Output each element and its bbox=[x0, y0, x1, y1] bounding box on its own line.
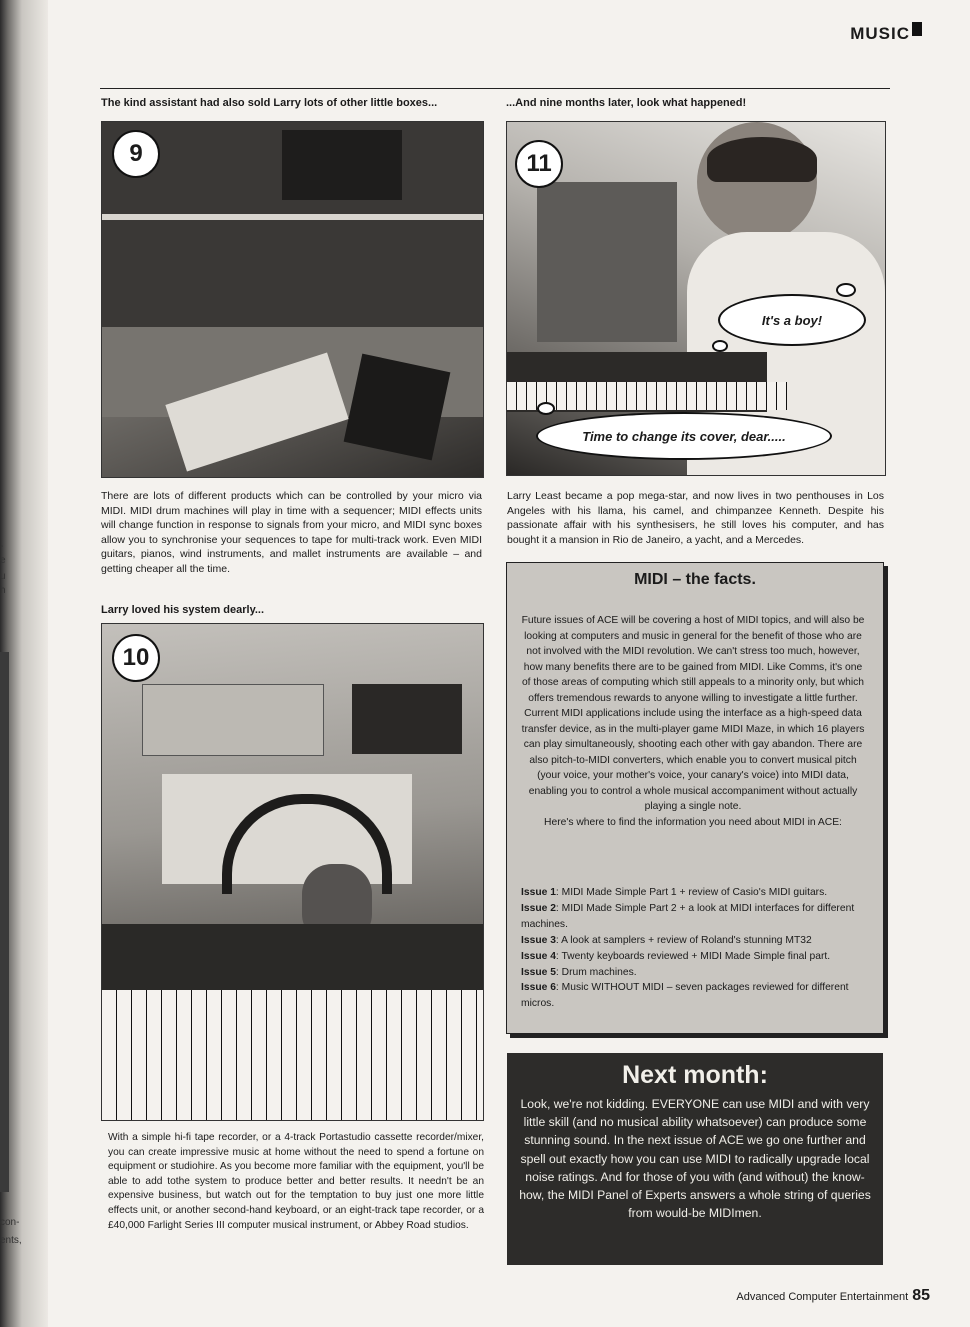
prev-page-fragment: con- bbox=[0, 1217, 20, 1228]
panel11-text: Larry Least became a pop mega-star, and now lives in two penthouses in Los Angeles with his llama, his camel, and chimpanzee Kenneth. Despite his passionate affair with his synthesisers, he still loves his computer, and has bought it a mansion in Rio de Janeiro, a yacht, and a Mercedes. bbox=[507, 490, 884, 546]
prev-page-fragment: u bbox=[0, 571, 6, 582]
issue-label: Issue 5 bbox=[521, 966, 556, 978]
issue-label: Issue 6 bbox=[521, 982, 556, 994]
midi-facts-paragraph: Here's where to find the information you need about MIDI in ACE: bbox=[544, 816, 842, 828]
next-month-title: Next month: bbox=[622, 1061, 768, 1089]
section-title: MUSIC bbox=[850, 24, 910, 43]
issue-item bbox=[521, 885, 865, 901]
issue-list bbox=[521, 885, 865, 1012]
issue-text: : MIDI Made Simple Part 2 + a look at MIDI interfaces for different machines. bbox=[521, 902, 855, 930]
speech-bubble-top: It's a boy! bbox=[718, 294, 866, 346]
next-month-text: Look, we're not kidding. EVERYONE can use MIDI and with very little skill (and no musical ability whatsoever) can produce some stunning sound. In the next issue of ACE we go one further and spell out exactly how you can use MIDI to radically upgrade local noise ratings. And for those of you with (and without) the know-how, the MIDI Panel of Experts answers a whole string of queries from would-be MIDImen. bbox=[519, 1097, 871, 1221]
next-month-box bbox=[507, 1053, 883, 1265]
page-number: 85 bbox=[912, 1287, 930, 1304]
issue-item bbox=[521, 933, 865, 949]
section-mark-icon bbox=[912, 22, 922, 36]
issue-label: Issue 3 bbox=[521, 934, 556, 946]
issue-label: Issue 1 bbox=[521, 887, 556, 898]
prev-page-fragment: h bbox=[0, 585, 6, 596]
top-rule bbox=[100, 88, 890, 89]
midi-facts-title: MIDI – the facts. bbox=[634, 571, 756, 588]
midi-facts-box bbox=[506, 562, 884, 1034]
panel11-caption: ...And nine months later, look what happened! bbox=[506, 97, 747, 109]
photo-drum-machine bbox=[101, 121, 484, 478]
photo-midi-system bbox=[101, 623, 484, 1121]
issue-text: : Music WITHOUT MIDI – seven packages reviewed for different micros. bbox=[521, 982, 849, 1010]
issue-label: Issue 2 bbox=[521, 902, 556, 914]
thought-dot-icon bbox=[537, 402, 555, 415]
badge-11: 11 bbox=[515, 140, 563, 188]
prev-page-fragment: - bbox=[0, 541, 4, 552]
section-header bbox=[850, 24, 922, 44]
thought-dot-icon bbox=[712, 340, 728, 352]
issue-text: : A look at samplers + review of Roland's stunning MT32 bbox=[555, 934, 812, 946]
prev-page-fragment: e bbox=[0, 555, 6, 566]
panel10-text: With a simple hi-fi tape recorder, or a 4-track Portastudio cassette recorder/mixer, you can create impressive music at home without the need to spend a fortune on equipment or studiohire. As you become more familiar with the equipment, you'll be able to add tothe system to produce better and better results. It needn't be an expensive business, but watch out for the temptation to buy just one more little effects unit, or another second-hand keyboard, or an eight-track tape recorder, or a £40,000 Farlight Series III computer musical instrument, or Abbey Road studios. bbox=[108, 1132, 484, 1231]
speech-bubble-bottom: Time to change its cover, dear..... bbox=[536, 412, 832, 460]
badge-9: 9 bbox=[112, 130, 160, 178]
issue-text: : Twenty keyboards reviewed + MIDI Made Simple final part. bbox=[555, 950, 831, 962]
photo-number-badge bbox=[515, 140, 563, 188]
issue-item bbox=[521, 980, 865, 1012]
prev-page-fragment: ents, bbox=[0, 1235, 22, 1246]
photo-number-badge bbox=[112, 130, 160, 178]
midi-facts-paragraph: Current MIDI applications include using the interface as a high-speed data transfer device, as in the multi-player game MIDI Maze, in which 16 players can play simultaneously, shooting each other with gay abandon. There are also pitch-to-MIDI converters, which enable you to convert musical pitch (your voice, your mother's voice, your canary's voice) into MIDI data, enabling you to control a whole musical accompaniment without actually playing a single note. bbox=[521, 708, 865, 812]
issue-item bbox=[521, 965, 865, 981]
prev-page-bar bbox=[0, 652, 9, 1192]
midi-facts-body bbox=[521, 613, 865, 830]
thought-dot-icon bbox=[836, 283, 856, 297]
publication-name: Advanced Computer Entertainment bbox=[736, 1291, 909, 1303]
issue-item bbox=[521, 949, 865, 965]
badge-10: 10 bbox=[112, 634, 160, 682]
panel9-text: There are lots of different products which can be controlled by your micro via MIDI. MIDI drum machines will play in time with a sequencer; MIDI effects units will change function in response to signals from your micro, and MIDI sync boxes allow you to synchronise your sequences to tape for multi-track work. Even MIDI guitars, pianos, wind instruments, and mallet instruments are available – and getting cheaper all the time. bbox=[101, 490, 482, 575]
issue-text: : Drum machines. bbox=[555, 966, 637, 978]
page-footer bbox=[736, 1287, 930, 1305]
issue-item bbox=[521, 901, 865, 933]
photo-number-badge bbox=[112, 634, 160, 682]
issue-label: Issue 4 bbox=[521, 950, 556, 962]
panel9-caption: The kind assistant had also sold Larry lots of other little boxes... bbox=[101, 97, 438, 109]
issue-text: : MIDI Made Simple Part 1 + review of Casio's MIDI guitars. bbox=[555, 887, 828, 898]
panel10-caption: Larry loved his system dearly... bbox=[101, 604, 265, 616]
midi-facts-paragraph: Future issues of ACE will be covering a host of MIDI topics, and will also be looking at computers and music in general for the benefit of those who are not involved with the MIDI revolution. We can't stress too much, however, how many benefits there are to be gained from MIDI. Like Comms, it's one of those areas of computing which still appeals to a minority only, but which offers tremendous rewards to anyone willing to investigate a little further. bbox=[521, 615, 865, 704]
